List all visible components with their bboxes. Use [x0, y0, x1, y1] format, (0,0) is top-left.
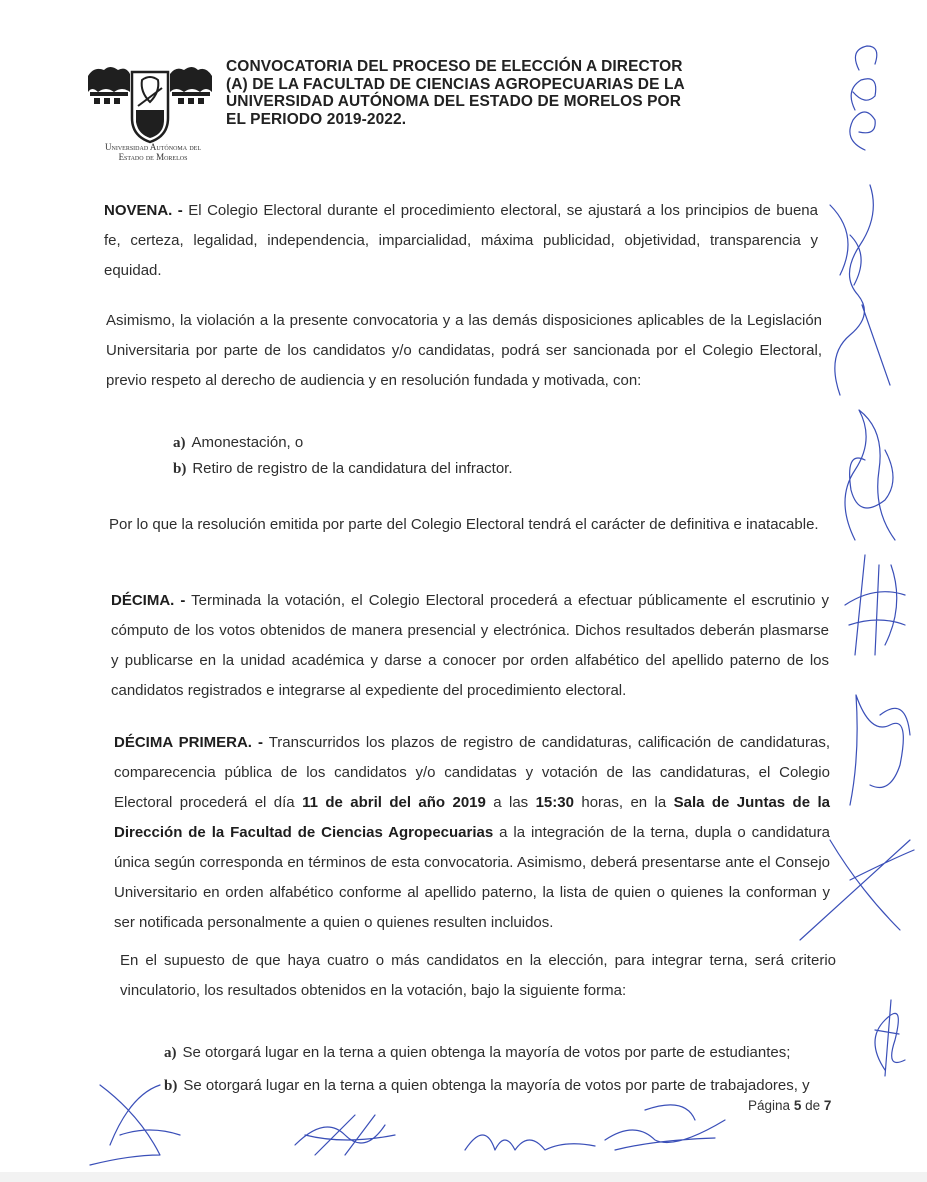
signature-right-top	[835, 40, 895, 160]
signature-right-7	[855, 990, 915, 1080]
list-item-criterion-a: a) Se otorgará lugar en la terna a quien obtenga la mayoría de votos por parte de estudiantes;	[164, 1044, 791, 1061]
list-item-sanction-b: b) Retiro de registro de la candidatura del infractor.	[173, 460, 513, 477]
paragraph-asimismo: Asimismo, la violación a la presente convocatoria y a las demás disposiciones aplicables de la Legislación Universitaria por parte de los candidatos y/o candidatas, podrá ser sancionada por el Colegio Electoral, previo respeto al derecho de audiencia y en resolución fundada y motivada, con:	[106, 312, 822, 389]
session-time: 15:30	[535, 794, 574, 811]
document-title: CONVOCATORIA DEL PROCESO DE ELECCIÓN A DIRECTOR (A) DE LA FACULTAD DE CIENCIAS AGROPECUARIAS DE LA UNIVERSIDAD AUTÓNOMA DEL ESTADO DE MORELOS POR EL PERIODO 2019-2022.	[226, 58, 685, 128]
list-marker: b)	[164, 1078, 178, 1094]
signature-bottom-right	[455, 1100, 735, 1170]
clause-decima	[111, 586, 829, 706]
clause-decima-text: Terminada la votación, el Colegio Electoral procederá a efectuar públicamente el escrutinio y cómputo de los votos obtenidos de manera presencial y electrónica. Dichos resultados deberán plasmarse y publicarse en la unidad académica y darse a conocer por orden alfabético del apellido paterno de los candidatos registrados e integrarse al expediente del procedimiento electoral.	[111, 592, 829, 699]
clause-decima-primera: DÉCIMA PRIMERA. - Transcurridos los plazos de registro de candidaturas, calificación de candidaturas, comparecencia pública de los candidatos y/o candidatas y votación de las candidaturas, el Colegio Electoral procederá el día 11 de abril del año 2019 a las 15:30 horas, en la Sala de Juntas de la Dirección de la Facultad de Ciencias Agropecuarias a la integración de la terna, dupla o candidatura única según corresponda en términos de esta convocatoria. Asimismo, deberá presentarse ante el Consejo Universitario en orden alfabético conforme al apellido paterno, la lista de quien o quienes la conforman y ser notificada personalmente a quien o quienes resulten incluidos.	[114, 734, 830, 931]
signature-right-6	[790, 820, 920, 950]
signature-right-5	[830, 675, 920, 815]
clause-decima-primera-heading: DÉCIMA PRIMERA. -	[114, 734, 263, 751]
signature-bottom-center	[285, 1105, 405, 1165]
scan-bottom-edge	[0, 1172, 927, 1182]
logo-caption	[88, 142, 218, 162]
clause-novena-heading: NOVENA. -	[104, 202, 183, 219]
clause-novena	[104, 196, 818, 286]
signature-right-2	[800, 175, 900, 405]
list-marker: a)	[164, 1045, 177, 1061]
session-place: Sala de Juntas de la Dirección de la Facultad de Ciencias Agropecuarias	[114, 794, 830, 841]
paragraph-resolucion: Por lo que la resolución emitida por parte del Colegio Electoral tendrá el carácter de definitiva e inatacable.	[109, 516, 819, 533]
clause-decima-heading: DÉCIMA. -	[111, 592, 186, 609]
signature-right-4	[835, 545, 915, 665]
logo-caption-line2: Estado de Morelos	[118, 152, 188, 162]
list-item-sanction-a: a) Amonestación, o	[173, 434, 304, 451]
list-marker: a)	[173, 435, 186, 451]
list-item-criterion-b: b) Se otorgará lugar en la terna a quien obtenga la mayoría de votos por parte de trabajadores, y	[164, 1077, 810, 1094]
signature-right-3	[815, 390, 915, 550]
list-marker: b)	[173, 461, 187, 477]
session-date: 11 de abril del año 2019	[302, 794, 486, 811]
university-logo	[86, 62, 214, 146]
page-number: Página 5 de 7	[748, 1098, 832, 1113]
logo-caption-line1: Universidad Autónoma del	[105, 142, 201, 152]
signature-bottom-left	[70, 1075, 190, 1175]
paragraph-supuesto: En el supuesto de que haya cuatro o más candidatos en la elección, para integrar terna, será criterio vinculatorio, los resultados obtenidos en la votación, bajo la siguiente forma:	[120, 952, 836, 999]
clause-novena-text: El Colegio Electoral durante el procedimiento electoral, se ajustará a los principios de buena fe, certeza, legalidad, independencia, imparcialidad, máxima publicidad, objetividad, transparencia y equidad.	[104, 202, 818, 279]
